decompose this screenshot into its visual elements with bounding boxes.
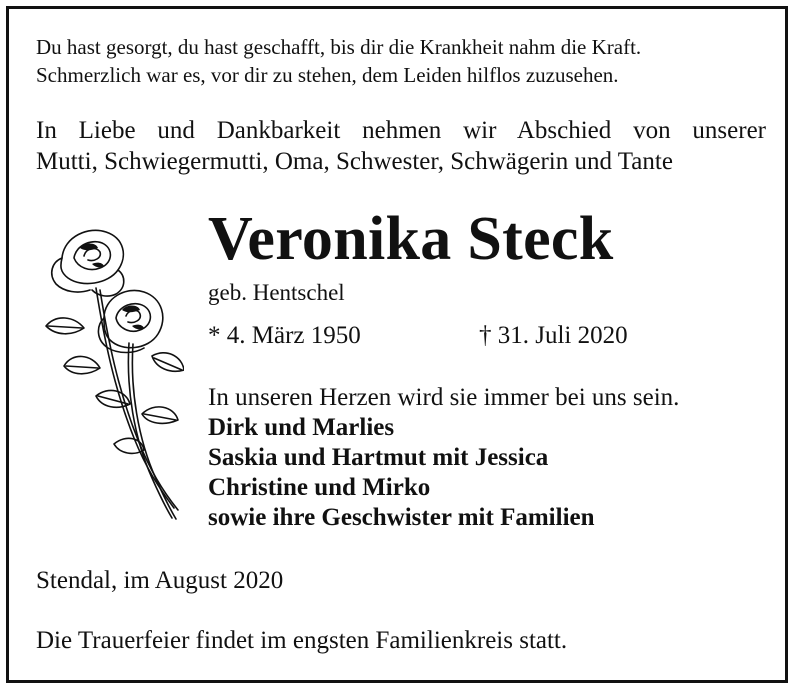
intro-line-1: In Liebe und Dankbarkeit nehmen wir Abschied von unserer	[36, 117, 766, 144]
place-date: Stendal, im August 2020	[36, 567, 284, 594]
intro-line-2: Mutti, Schwiegermutti, Oma, Schwester, Schwägerin und Tante	[36, 148, 673, 175]
deceased-name: Veronika Steck	[208, 205, 614, 273]
poem-line-2: Schmerzlich war es, vor dir zu stehen, dem Leiden hilflos zuzusehen.	[36, 63, 619, 87]
epitaph: In unseren Herzen wird sie immer bei uns sein.	[208, 384, 680, 411]
death-date: † 31. Juli 2020	[479, 322, 628, 349]
mourner-line: Dirk und Marlies	[208, 414, 395, 441]
birth-date: * 4. März 1950	[208, 322, 361, 349]
poem-line-1: Du hast gesorgt, du hast geschafft, bis dir die Krankheit nahm die Kraft.	[36, 35, 642, 59]
rose-icon	[34, 218, 184, 523]
maiden-name: geb. Hentschel	[208, 280, 345, 305]
mourner-line: Christine und Mirko	[208, 474, 431, 501]
mourner-line: sowie ihre Geschwister mit Familien	[208, 504, 595, 531]
mourner-line: Saskia und Hartmut mit Jessica	[208, 444, 549, 471]
funeral-note: Die Trauerfeier findet im engsten Familienkreis statt.	[36, 627, 568, 654]
